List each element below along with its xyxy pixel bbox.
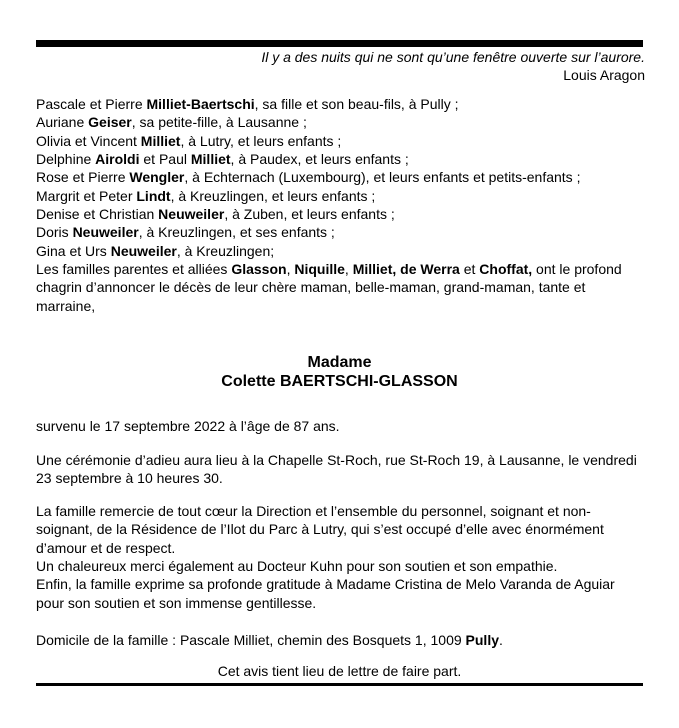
ceremony-paragraph: Une cérémonie d’adieu aura lieu à la Chapelle St-Roch, rue St-Roch 19, à Lausanne, le vendredi 23 septembre à 10 heures 30. bbox=[36, 452, 637, 487]
bold-text-segment: Niquille bbox=[294, 261, 345, 278]
family-line bbox=[36, 95, 645, 113]
text-segment: Les familles parentes et alliées bbox=[36, 261, 232, 278]
bold-text-segment: Neuweiler bbox=[72, 224, 139, 241]
deceased-title: Madame bbox=[307, 354, 372, 371]
domicile-line bbox=[36, 631, 645, 649]
text-segment: , bbox=[344, 261, 353, 278]
bold-text-segment: Milliet bbox=[140, 132, 181, 149]
bold-text-segment: Milliet bbox=[190, 151, 231, 168]
thanks-line: Un chaleureux merci également au Docteur Kuhn pour son soutien et son empathie. bbox=[36, 558, 558, 575]
text-segment: Olivia et Vincent bbox=[36, 132, 141, 149]
bold-text-segment: Airoldi bbox=[95, 151, 140, 168]
family-line bbox=[36, 113, 645, 131]
text-segment: Margrit et Peter bbox=[36, 187, 137, 204]
bold-text-segment: Pully bbox=[465, 632, 500, 648]
family-line bbox=[36, 168, 645, 186]
text-segment: , à Echternach (Luxembourg), et leurs enfants et petits-enfants ; bbox=[184, 169, 581, 186]
family-list bbox=[36, 95, 645, 315]
family-line bbox=[36, 187, 645, 205]
text-segment: , à Zuben, et leurs enfants ; bbox=[224, 206, 395, 223]
text-segment: Rose et Pierre bbox=[36, 169, 130, 186]
thanks-line: La famille remercie de tout cœur la Direction et l’ensemble du personnel, soignant et non-soignant, de la Résidence de l’Ilot du Parc à Lutry, qui s’est occupé d’elle avec énormément d’amour et de respect. bbox=[36, 503, 604, 556]
bottom-rule bbox=[36, 683, 643, 686]
bold-text-segment: Neuweiler bbox=[110, 242, 177, 259]
bold-text-segment: Lindt bbox=[136, 187, 171, 204]
text-segment: et bbox=[459, 261, 480, 278]
deceased-name: Colette BAERTSCHI-GLASSON bbox=[221, 372, 458, 390]
deceased-heading bbox=[36, 354, 643, 391]
text-segment: et Paul bbox=[139, 151, 191, 168]
text-segment: , à Kreuzlingen; bbox=[176, 242, 275, 259]
text-segment: , à Paudex, et leurs enfants ; bbox=[230, 151, 409, 168]
family-line bbox=[36, 150, 645, 168]
thanks-line: Enfin, la famille exprime sa profonde gratitude à Madame Cristina de Melo Varanda de Aguiar pour son soutien et son immense gentillesse. bbox=[36, 576, 615, 611]
text-segment: Delphine bbox=[36, 151, 96, 168]
text-segment: . bbox=[499, 632, 503, 648]
text-segment: Denise et Christian bbox=[36, 206, 159, 223]
text-segment: , sa petite-fille, à Lausanne ; bbox=[131, 114, 307, 131]
death-date-line: survenu le 17 septembre 2022 à l’âge de 87 ans. bbox=[36, 418, 340, 434]
epigraph-author: Louis Aragon bbox=[563, 67, 645, 84]
bold-text-segment: Glasson bbox=[231, 261, 287, 278]
bold-text-segment: Milliet, de Werra bbox=[352, 261, 460, 278]
text-segment: , bbox=[286, 261, 295, 278]
text-segment: , sa fille et son beau-fils, à Pully ; bbox=[254, 96, 459, 112]
bold-text-segment: Neuweiler bbox=[158, 206, 225, 223]
text-segment: , à Lutry, et leurs enfants ; bbox=[180, 132, 342, 149]
text-segment: Auriane bbox=[36, 114, 89, 131]
bold-text-segment: Choffat, bbox=[479, 261, 533, 278]
thanks-paragraph bbox=[36, 502, 645, 612]
closing-line: Cet avis tient lieu de lettre de faire part. bbox=[217, 663, 462, 679]
family-line bbox=[36, 223, 645, 241]
family-line bbox=[36, 132, 645, 150]
epigraph-quote: Il y a des nuits qui ne sont qu’une fenêtre ouverte sur l’aurore. bbox=[261, 49, 645, 65]
top-rule bbox=[36, 40, 643, 47]
text-segment: , à Kreuzlingen, et leurs enfants ; bbox=[170, 187, 376, 204]
family-line bbox=[36, 205, 645, 223]
family-line bbox=[36, 242, 645, 260]
bold-text-segment: Geiser bbox=[88, 114, 132, 131]
bold-text-segment: Milliet-Baertschi bbox=[146, 96, 255, 112]
family-line bbox=[36, 260, 645, 315]
epigraph bbox=[36, 48, 645, 85]
text-segment: , à Kreuzlingen, et ses enfants ; bbox=[138, 224, 335, 241]
text-segment: Pascale et Pierre bbox=[36, 96, 147, 112]
text-segment: Doris bbox=[36, 224, 73, 241]
text-segment: ont le profond chagrin d’annoncer le décès de leur chère maman, belle-maman, grand-maman, tante et marraine, bbox=[36, 261, 622, 314]
text-segment: Gina et Urs bbox=[36, 242, 111, 259]
bold-text-segment: Wengler bbox=[129, 169, 185, 186]
text-segment: Domicile de la famille : Pascale Milliet, chemin des Bosquets 1, 1009 bbox=[36, 632, 466, 648]
